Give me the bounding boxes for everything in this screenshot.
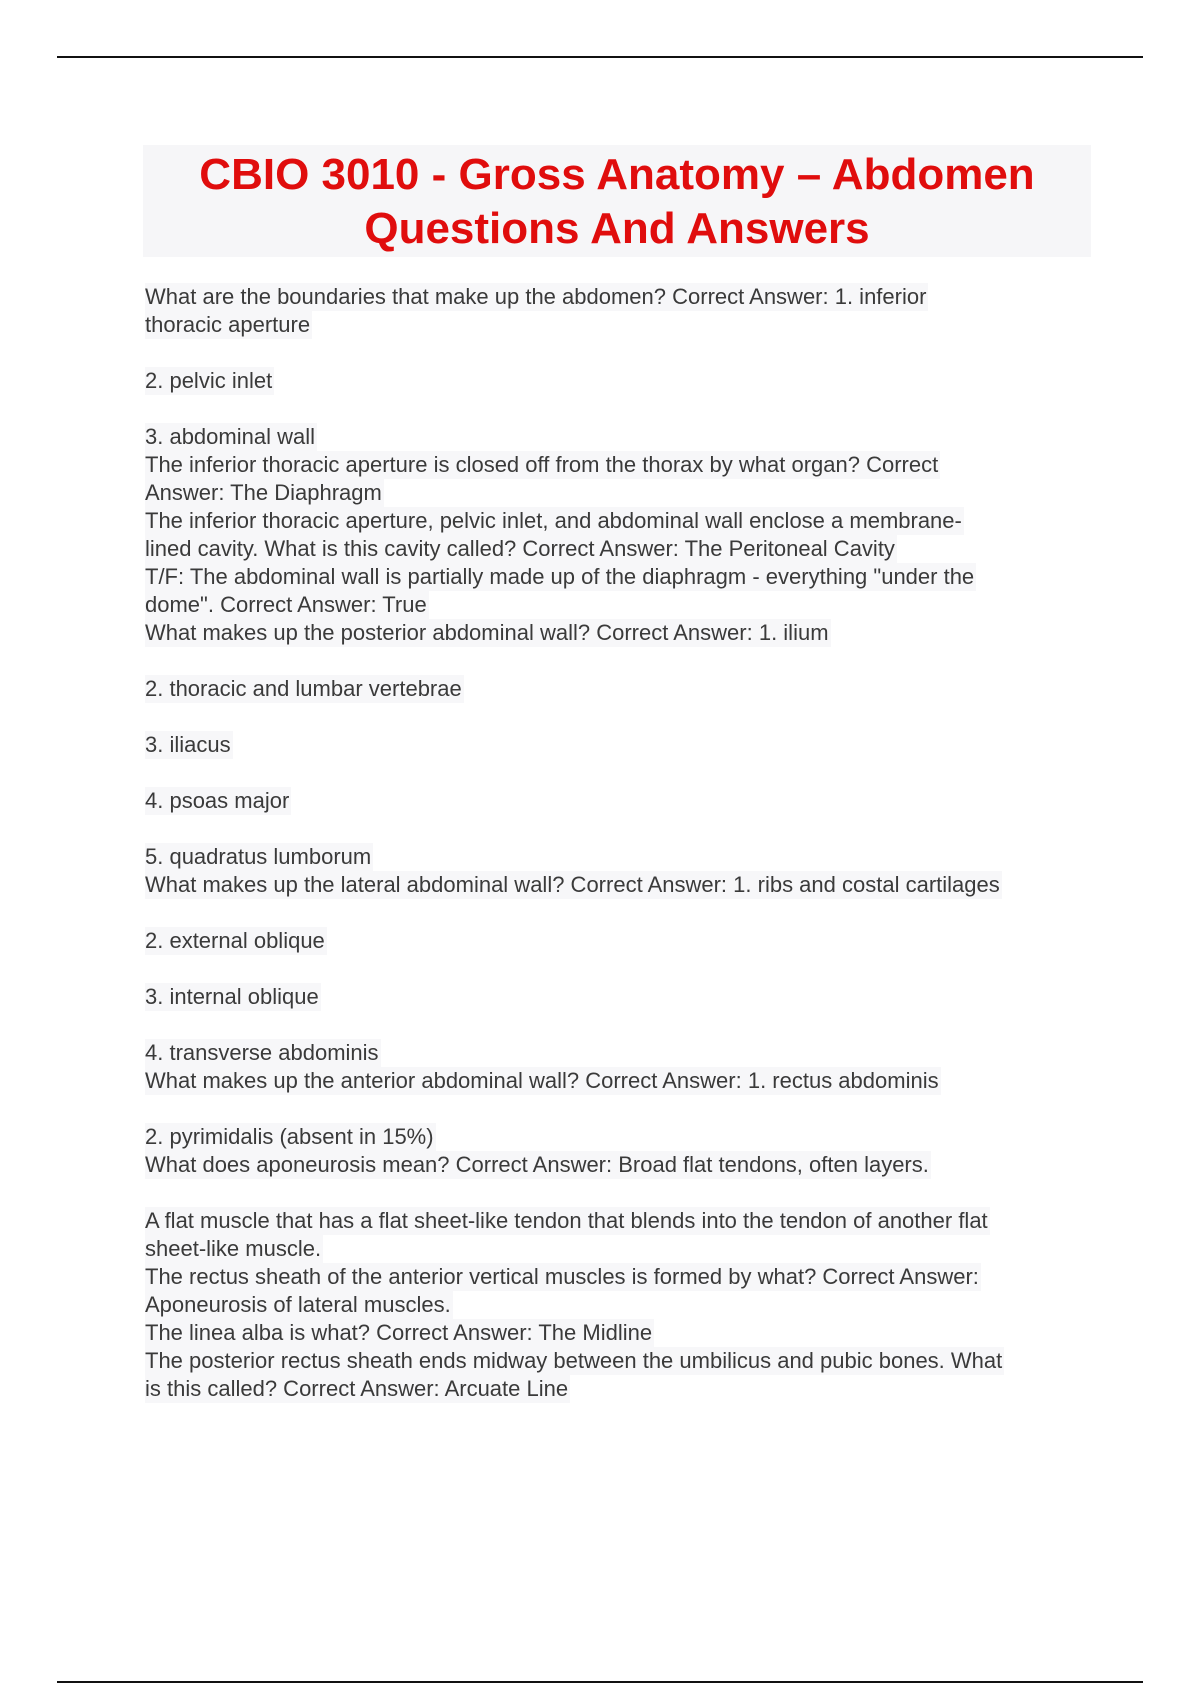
text-line: sheet-like muscle. xyxy=(145,1236,322,1261)
text-line: What makes up the posterior abdominal wall? Correct Answer: 1. ilium xyxy=(145,620,829,645)
list-item xyxy=(145,927,1090,955)
list-item xyxy=(145,367,1090,395)
list-item xyxy=(145,675,1090,703)
list-item xyxy=(145,983,1090,1011)
text-line: The linea alba is what? Correct Answer: The Midline xyxy=(145,1320,653,1345)
text-line: 2. pelvic inlet xyxy=(145,368,273,393)
title-line-2: Questions And Answers xyxy=(364,204,870,253)
qa-item-peritoneal-cavity xyxy=(145,507,1090,563)
list-item xyxy=(145,1123,1090,1151)
text-line: A flat muscle that has a flat sheet-like tendon that blends into the tendon of another flat xyxy=(145,1208,988,1233)
bottom-rule xyxy=(57,1681,1143,1683)
list-item xyxy=(145,423,1090,451)
qa-item-rectus-sheath xyxy=(145,1263,1090,1319)
text-line: 4. psoas major xyxy=(145,788,290,813)
qa-item-boundaries xyxy=(145,283,1090,339)
list-item xyxy=(145,731,1090,759)
text-line: 2. external oblique xyxy=(145,928,325,953)
text-line: 3. abdominal wall xyxy=(145,424,315,449)
qa-item-aponeurosis xyxy=(145,1151,1090,1179)
text-line: The inferior thoracic aperture, pelvic inlet, and abdominal wall enclose a membrane- xyxy=(145,508,962,533)
qa-item-diaphragm xyxy=(145,451,1090,507)
qa-item-posterior-wall xyxy=(145,619,1090,647)
text-line: The rectus sheath of the anterior vertical muscles is formed by what? Correct Answer: xyxy=(145,1264,979,1289)
list-item xyxy=(145,843,1090,871)
text-line: lined cavity. What is this cavity called? Correct Answer: The Peritoneal Cavity xyxy=(145,536,895,561)
text-line: Answer: The Diaphragm xyxy=(145,480,382,505)
text-line: T/F: The abdominal wall is partially made up of the diaphragm - everything "under the xyxy=(145,564,975,589)
list-item xyxy=(145,787,1090,815)
qa-item-linea-alba xyxy=(145,1319,1090,1347)
text-line: The posterior rectus sheath ends midway between the umbilicus and pubic bones. What xyxy=(145,1348,1003,1373)
title-line-1: CBIO 3010 - Gross Anatomy – Abdomen xyxy=(199,150,1035,199)
text-line: What does aponeurosis mean? Correct Answer: Broad flat tendons, often layers. xyxy=(145,1152,929,1177)
text-line: 3. iliacus xyxy=(145,732,231,757)
qa-item-lateral-wall xyxy=(145,871,1090,899)
text-line: What makes up the lateral abdominal wall? Correct Answer: 1. ribs and costal cartilages xyxy=(145,872,1000,897)
text-line: What are the boundaries that make up the abdomen? Correct Answer: 1. inferior xyxy=(145,284,927,309)
text-line: 5. quadratus lumborum xyxy=(145,844,372,869)
qa-item-true-false xyxy=(145,563,1090,619)
qa-content xyxy=(145,283,1090,1403)
text-line: is this called? Correct Answer: Arcuate Line xyxy=(145,1376,569,1401)
qa-item-anterior-wall xyxy=(145,1067,1090,1095)
top-rule xyxy=(57,56,1143,58)
text-line: 2. pyrimidalis (absent in 15%) xyxy=(145,1124,434,1149)
text-line: dome". Correct Answer: True xyxy=(145,592,427,617)
text-line: 4. transverse abdominis xyxy=(145,1040,379,1065)
document-title xyxy=(143,145,1091,257)
list-item xyxy=(145,1039,1090,1067)
qa-item-arcuate-line xyxy=(145,1347,1090,1403)
text-line: 2. thoracic and lumbar vertebrae xyxy=(145,676,462,701)
text-line: The inferior thoracic aperture is closed off from the thorax by what organ? Correct xyxy=(145,452,939,477)
text-line: thoracic aperture xyxy=(145,312,311,337)
qa-item-flat-muscle xyxy=(145,1207,1090,1263)
text-line: Aponeurosis of lateral muscles. xyxy=(145,1292,451,1317)
text-line: What makes up the anterior abdominal wall? Correct Answer: 1. rectus abdominis xyxy=(145,1068,939,1093)
text-line: 3. internal oblique xyxy=(145,984,319,1009)
